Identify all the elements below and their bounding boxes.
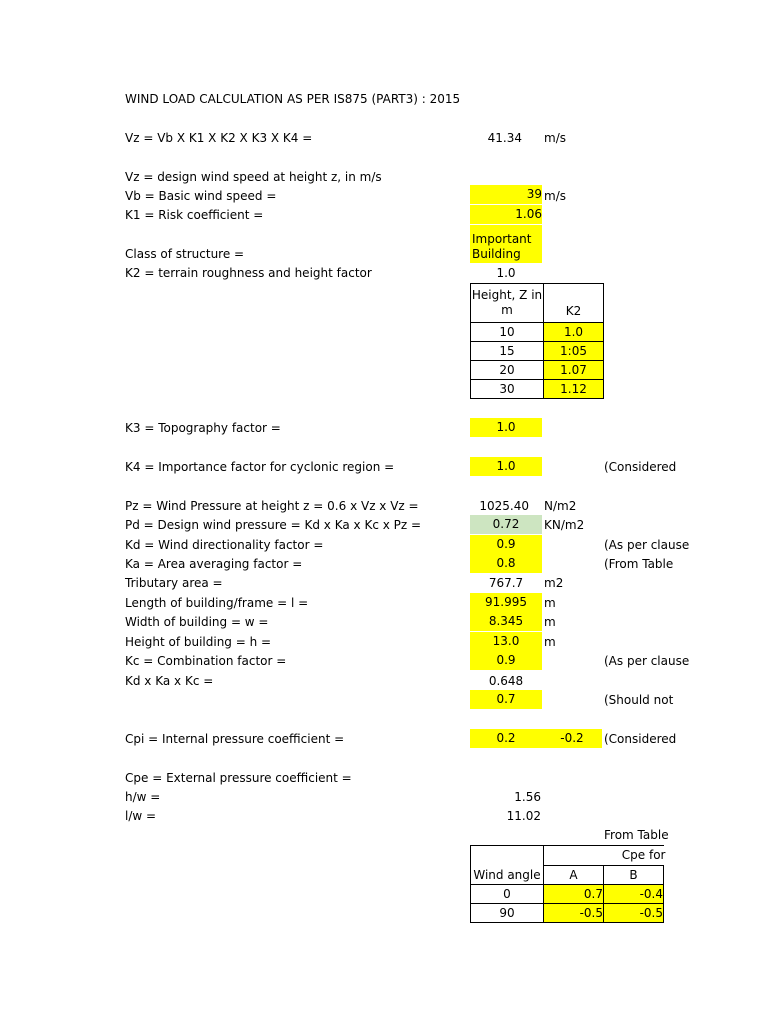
k2-table-k2-header: K2 (544, 284, 604, 323)
wind-angle-cell: 90 (471, 904, 544, 923)
vb-unit: m/s (544, 189, 566, 203)
table-row (471, 361, 604, 380)
length-label: Length of building/frame = l = (125, 596, 309, 610)
class-value-line1: Important (472, 232, 532, 246)
cpi-value-negative: -0.2 (542, 729, 602, 748)
cpe-b-cell: -0.4 (604, 885, 664, 904)
cpe-table-header-row (471, 865, 664, 885)
cpe-table (470, 845, 664, 923)
k2-value-cell: 1.12 (544, 380, 604, 399)
k2-table-header (471, 284, 604, 323)
vb-value: 39 (470, 185, 542, 204)
k1-value: 1.06 (470, 205, 542, 224)
kc-value: 0.9 (470, 651, 542, 670)
kc-note: (As per clause (604, 654, 690, 668)
kd-value: 0.9 (470, 535, 542, 554)
k2-table (470, 283, 604, 399)
cpe-b-cell: -0.5 (604, 904, 664, 923)
k2-height-cell: 20 (471, 361, 544, 380)
cpe-label: Cpe = External pressure coefficient = (125, 771, 352, 785)
k2-value-cell: 1:05 (544, 342, 604, 361)
k3-value: 1.0 (470, 418, 542, 437)
page-title: WIND LOAD CALCULATION AS PER IS875 (PART3) : 2015 (125, 92, 461, 106)
k2-value-cell: 1.07 (544, 361, 604, 380)
height-unit: m (544, 635, 556, 649)
class-label: Class of structure = (125, 247, 245, 261)
vz-label: Vz = Vb X K1 X K2 X K3 X K4 = (125, 131, 313, 145)
height-header-line1: Height, Z in (471, 288, 543, 302)
col-b-header: B (604, 865, 664, 885)
vz-unit: m/s (544, 131, 566, 145)
cpe-for-label: Cpe for (621, 848, 666, 863)
kc-label: Kc = Combination factor = (125, 654, 287, 668)
height-value: 13.0 (470, 632, 542, 651)
pz-label: Pz = Wind Pressure at height z = 0.6 x Vz x Vz = (125, 499, 419, 513)
k2-height-cell: 30 (471, 380, 544, 399)
cpe-a-cell: 0.7 (544, 885, 604, 904)
table-row (471, 904, 664, 923)
cpe-table-group-header-row (471, 846, 664, 866)
hw-label: h/w = (125, 790, 161, 804)
wind-angle-header: Wind angle (471, 865, 544, 885)
col-a-header: A (544, 865, 604, 885)
pd-label: Pd = Design wind pressure = Kd x Ka x Kc x Pz = (125, 518, 422, 532)
class-value (470, 225, 542, 263)
vz-definition: Vz = design wind speed at height z, in m/s (125, 170, 382, 184)
cpi-value-positive: 0.2 (470, 729, 542, 748)
hw-value: 1.56 (514, 790, 541, 804)
kdkakc-value: 0.648 (488, 674, 524, 688)
k4-value: 1.0 (470, 457, 542, 476)
height-label: Height of building = h = (125, 635, 272, 649)
lw-label: l/w = (125, 809, 157, 823)
k2-height-cell: 15 (471, 342, 544, 361)
height-header-line2: m (501, 303, 513, 317)
kdkakc-adjusted-value: 0.7 (470, 690, 542, 709)
pd-value: 0.72 (470, 515, 542, 534)
k1-label: K1 = Risk coefficient = (125, 208, 264, 222)
table-row (471, 380, 604, 399)
k2-table-height-header (471, 284, 544, 323)
k2-label: K2 = terrain roughness and height factor (125, 266, 372, 280)
k2-height-cell: 10 (471, 323, 544, 342)
width-value: 8.345 (470, 612, 542, 631)
cpi-label: Cpi = Internal pressure coefficient = (125, 732, 345, 746)
pz-value: 1025.40 (479, 499, 529, 513)
cpe-a-cell: -0.5 (544, 904, 604, 923)
k3-label: K3 = Topography factor = (125, 421, 281, 435)
pz-unit: N/m2 (544, 499, 577, 513)
class-value-line2: Building (472, 247, 521, 261)
ka-value: 0.8 (470, 554, 542, 573)
cpe-table-group-header (544, 846, 664, 866)
k2-value-cell: 1.0 (544, 323, 604, 342)
length-value: 91.995 (470, 593, 542, 612)
tributary-unit: m2 (544, 576, 564, 590)
kdkakc-label: Kd x Ka x Kc = (125, 674, 214, 688)
width-label: Width of building = w = (125, 615, 269, 629)
kdkakc-adjusted-note: (Should not (604, 693, 674, 707)
k2-value: 1.0 (496, 266, 516, 280)
length-unit: m (544, 596, 556, 610)
ka-label: Ka = Area averaging factor = (125, 557, 303, 571)
tributary-label: Tributary area = (125, 576, 223, 590)
table-row (471, 885, 664, 904)
tributary-value: 767.7 (488, 576, 524, 590)
kd-label: Kd = Wind directionality factor = (125, 538, 324, 552)
table-row (471, 342, 604, 361)
k4-label: K4 = Importance factor for cyclonic region = (125, 460, 395, 474)
lw-value: 11.02 (506, 809, 541, 823)
pd-unit: KN/m2 (544, 518, 585, 532)
width-unit: m (544, 615, 556, 629)
cpe-table-blank-cell (471, 846, 544, 866)
ka-note: (From Table (604, 557, 674, 571)
k4-note: (Considered (604, 460, 677, 474)
from-table-label: From Table (604, 828, 669, 842)
vz-value: 41.34 (487, 131, 522, 145)
table-row (471, 323, 604, 342)
cpi-note: (Considered (604, 732, 677, 746)
kd-note: (As per clause (604, 538, 690, 552)
vb-label: Vb = Basic wind speed = (125, 189, 277, 203)
wind-angle-cell: 0 (471, 885, 544, 904)
